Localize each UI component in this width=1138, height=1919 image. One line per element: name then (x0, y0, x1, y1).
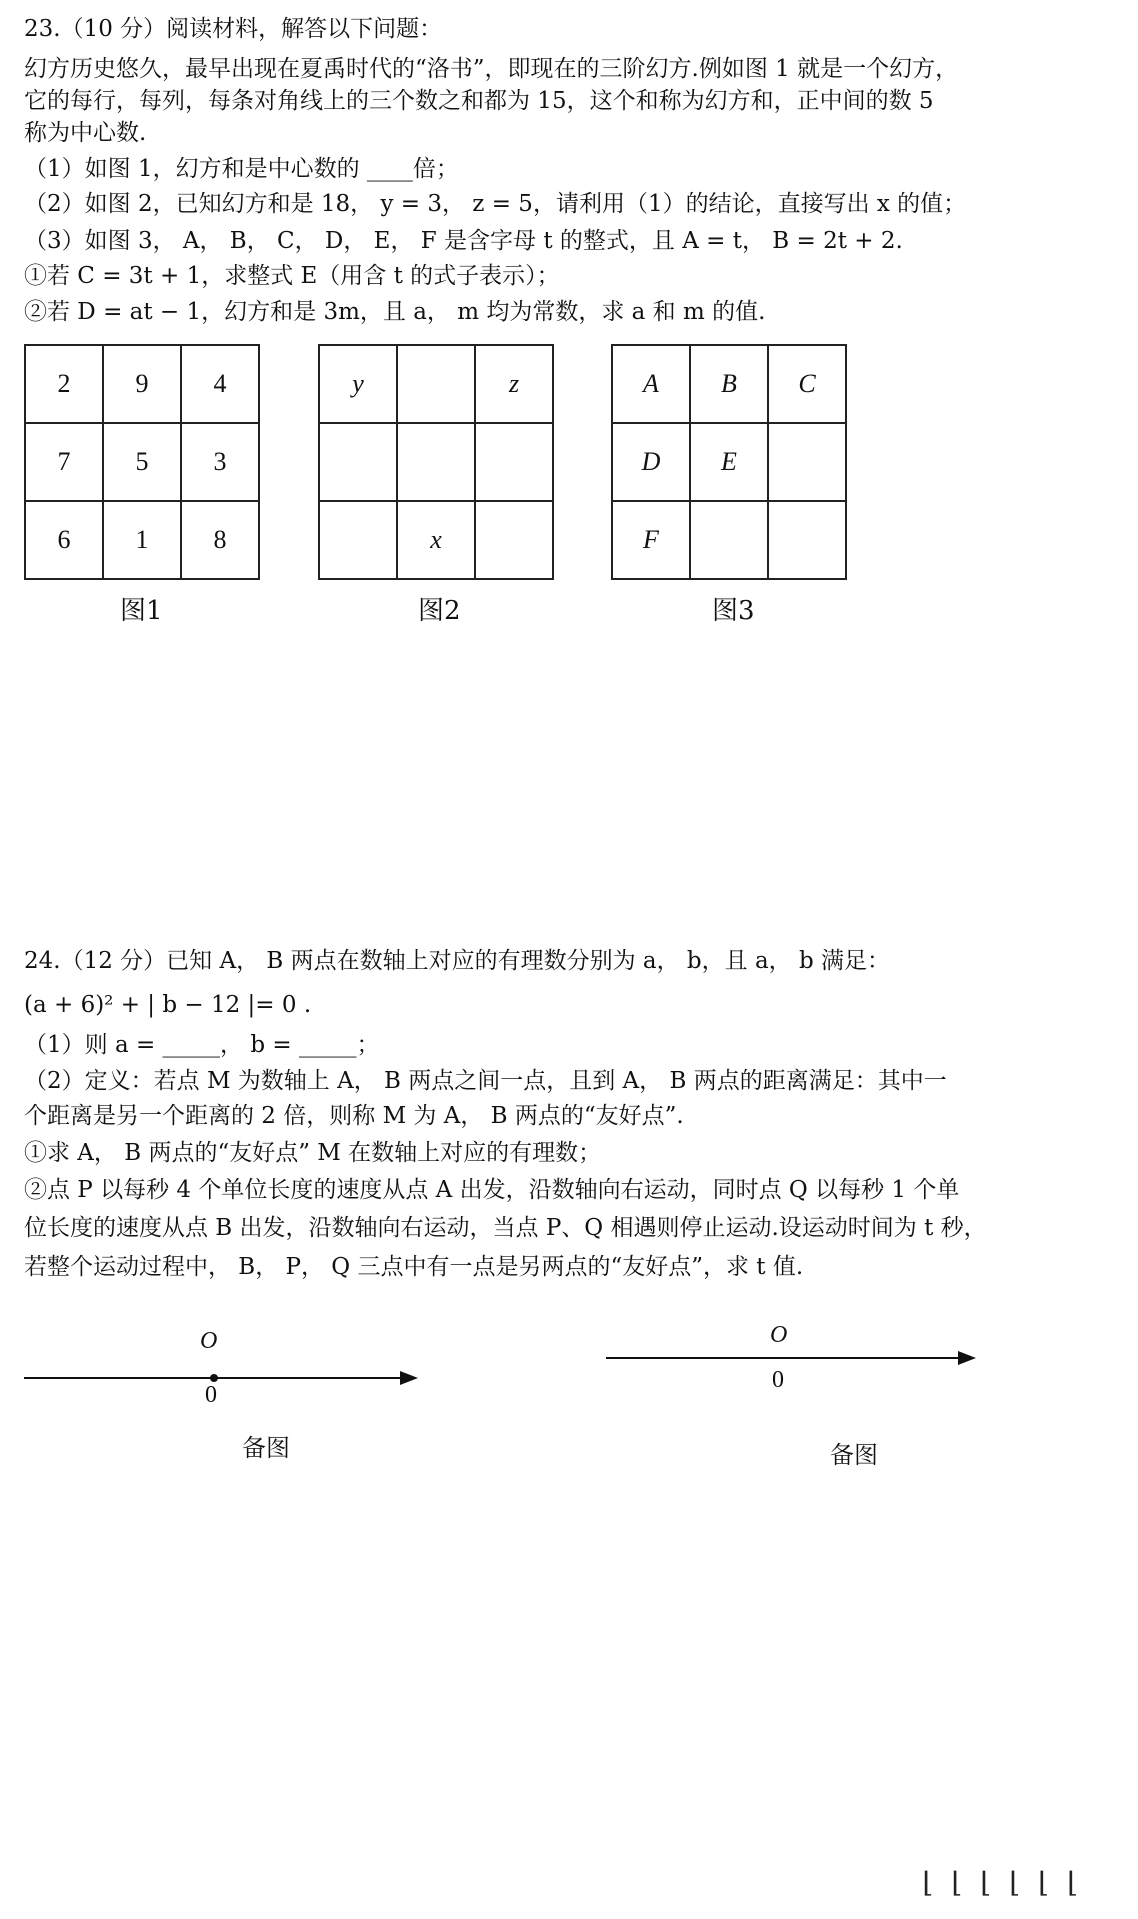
fig3-caption: 图3 (712, 596, 755, 626)
bracket-icon: ⌊ (1067, 1866, 1078, 1899)
magic-square-fig3 (611, 344, 847, 580)
q24-text-line: 若整个运动过程中， B， P， Q 三点中有一点是另两点的“友好点”，求 t 值. (24, 1254, 804, 1280)
fig2-cell: x (397, 501, 475, 579)
q23-heading: 23.（10 分）阅读材料，解答以下问题： (24, 16, 443, 42)
q24-part2: （2）定义：若点 M 为数轴上 A， B 两点之间一点，且到 A， B 两点的距离满足：其中一 (24, 1068, 947, 1094)
fig3-cell (768, 501, 846, 579)
fig3-cell: D (612, 423, 690, 501)
origin-point (210, 1374, 218, 1382)
fig1-cell: 2 (25, 345, 103, 423)
q24-heading: 24.（12 分）已知 A， B 两点在数轴上对应的有理数分别为 a， b，且 a， b 满足： (24, 948, 891, 974)
q24-equation: (a + 6)² + | b − 12 |= 0 . (24, 992, 312, 1018)
page-corner-marks (922, 1866, 1078, 1899)
fig2-cell (475, 423, 553, 501)
fig1-caption: 图1 (120, 596, 163, 626)
axis-caption: 备图 (830, 1441, 878, 1469)
q23-part3: （3）如图 3， A， B， C， D， E， F 是含字母 t 的整式，且 A = t， B = 2t + 2. (24, 228, 903, 254)
arrow-head-icon (400, 1371, 418, 1385)
fig2-cell: y (319, 345, 397, 423)
fig1-cell: 7 (25, 423, 103, 501)
q24-part2-1: ①求 A， B 两点的“友好点” M 在数轴上对应的有理数； (24, 1140, 602, 1166)
q23-part3-1: ①若 C = 3t + 1，求整式 E（用含 t 的式子表示）； (24, 263, 560, 289)
axis-caption: 备图 (242, 1434, 290, 1462)
fig2-cell (397, 345, 475, 423)
fig2-cell: z (475, 345, 553, 423)
fig2-cell (319, 501, 397, 579)
fig1-cell: 6 (25, 501, 103, 579)
origin-label: O (770, 1322, 788, 1348)
fig1-cell: 4 (181, 345, 259, 423)
bracket-icon: ⌊ (1009, 1866, 1021, 1899)
q23-text-line: 称为中心数. (24, 120, 147, 146)
fig3-cell: A (612, 345, 690, 423)
fig1-cell: 5 (103, 423, 181, 501)
zero-label: 0 (772, 1367, 784, 1393)
magic-square-fig2 (318, 344, 554, 580)
q23-text-line: 它的每行，每列，每条对角线上的三个数之和都为 15，这个和称为幻方和，正中间的数 5 (24, 88, 934, 114)
number-line-2 (604, 1338, 984, 1378)
number-line-1 (20, 1358, 420, 1398)
fig1-cell: 1 (103, 501, 181, 579)
bracket-icon: ⌊ (1038, 1866, 1050, 1899)
q23-part2: （2）如图 2，已知幻方和是 18， y = 3， z = 5，请利用（1）的结论，直接写出 x 的值； (24, 191, 967, 217)
fig3-cell (690, 501, 768, 579)
q23-part1: （1）如图 1，幻方和是中心数的 ____倍； (24, 156, 459, 182)
q23-part3-2: ②若 D = at − 1，幻方和是 3m，且 a， m 均为常数，求 a 和 m 的值. (24, 299, 766, 325)
fig3-cell (768, 423, 846, 501)
bracket-icon: ⌊ (951, 1866, 963, 1899)
fig3-cell: E (690, 423, 768, 501)
bracket-icon: ⌊ (922, 1866, 934, 1899)
q23-text-line: 幻方历史悠久，最早出现在夏禹时代的“洛书”，即现在的三阶幻方.例如图 1 就是一个幻方， (24, 56, 959, 82)
fig2-cell (475, 501, 553, 579)
q24-text-line: 个距离是另一个距离的 2 倍，则称 M 为 A， B 两点的“友好点”. (24, 1103, 684, 1129)
q24-part2-2: ②点 P 以每秒 4 个单位长度的速度从点 A 出发，沿数轴向右运动，同时点 Q 以每秒 1 个单 (24, 1177, 960, 1203)
q24-part1: （1）则 a = _____， b = _____； (24, 1032, 380, 1058)
fig2-cell (397, 423, 475, 501)
fig2-caption: 图2 (418, 596, 461, 626)
fig2-cell (319, 423, 397, 501)
fig3-cell: B (690, 345, 768, 423)
fig3-cell: F (612, 501, 690, 579)
fig1-cell: 3 (181, 423, 259, 501)
zero-label: 0 (205, 1382, 217, 1408)
origin-label: O (200, 1328, 218, 1354)
fig1-cell: 8 (181, 501, 259, 579)
bracket-icon: ⌊ (980, 1866, 992, 1899)
magic-square-fig1 (24, 344, 260, 580)
arrow-head-icon (958, 1351, 976, 1365)
fig3-cell: C (768, 345, 846, 423)
q24-text-line: 位长度的速度从点 B 出发，沿数轴向右运动，当点 P、Q 相遇则停止运动.设运动时间为 t 秒， (24, 1215, 987, 1241)
fig1-cell: 9 (103, 345, 181, 423)
